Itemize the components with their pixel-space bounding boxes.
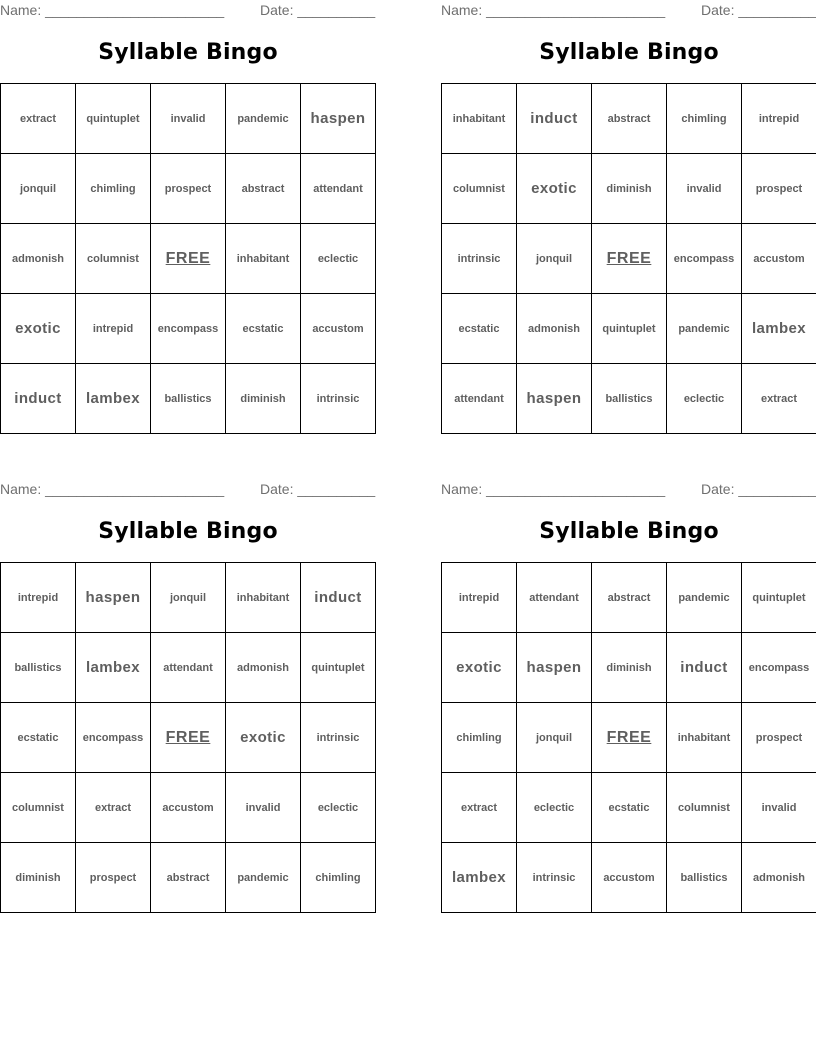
- bingo-cell: abstract: [592, 84, 667, 154]
- bingo-cell: extract: [742, 364, 816, 434]
- bingo-cell: accustom: [301, 294, 376, 364]
- bingo-cell: invalid: [226, 773, 301, 843]
- bingo-grid: [441, 83, 816, 434]
- card-title: Syllable Bingo: [539, 40, 719, 65]
- bingo-cell: pandemic: [667, 294, 742, 364]
- name-field: Name: _______________________: [441, 2, 666, 18]
- card-title: Syllable Bingo: [539, 519, 719, 544]
- bingo-cell: lambex: [442, 843, 517, 913]
- bingo-cell: abstract: [226, 154, 301, 224]
- bingo-cell: ecstatic: [442, 294, 517, 364]
- header-line: [441, 2, 816, 20]
- bingo-cell: intrepid: [76, 294, 151, 364]
- free-space: FREE: [592, 224, 667, 294]
- bingo-cell: encompass: [151, 294, 226, 364]
- bingo-card-1: [0, 0, 376, 432]
- bingo-card-4: [441, 479, 816, 911]
- grid-row: [442, 703, 816, 773]
- bingo-cell: eclectic: [667, 364, 742, 434]
- bingo-cell: diminish: [226, 364, 301, 434]
- bingo-cell: ecstatic: [592, 773, 667, 843]
- header-line: [0, 481, 376, 499]
- bingo-cell: haspen: [517, 364, 592, 434]
- bingo-cell: chimling: [301, 843, 376, 913]
- bingo-cell: prospect: [742, 703, 816, 773]
- bingo-cell: invalid: [742, 773, 816, 843]
- bingo-cell: inhabitant: [226, 563, 301, 633]
- bingo-cell: jonquil: [151, 563, 226, 633]
- bingo-grid: [0, 83, 376, 434]
- bingo-cell: intrepid: [742, 84, 816, 154]
- bingo-cell: induct: [667, 633, 742, 703]
- bingo-cell: prospect: [151, 154, 226, 224]
- bingo-cell: extract: [1, 84, 76, 154]
- date-field: Date: __________: [260, 2, 376, 18]
- bingo-cell: jonquil: [1, 154, 76, 224]
- bingo-cell: columnist: [76, 224, 151, 294]
- bingo-cell: haspen: [301, 84, 376, 154]
- bingo-cell: attendant: [301, 154, 376, 224]
- grid-row: [442, 364, 816, 434]
- grid-row: [1, 154, 376, 224]
- bingo-card-3: [0, 479, 376, 911]
- bingo-cell: quintuplet: [301, 633, 376, 703]
- bingo-cell: admonish: [1, 224, 76, 294]
- bingo-cell: lambex: [742, 294, 816, 364]
- bingo-cell: ballistics: [667, 843, 742, 913]
- bingo-cell: exotic: [1, 294, 76, 364]
- name-field: Name: _______________________: [0, 2, 225, 18]
- grid-row: [442, 843, 816, 913]
- name-field: Name: _______________________: [441, 481, 666, 497]
- grid-row: [1, 224, 376, 294]
- bingo-cell: ballistics: [1, 633, 76, 703]
- bingo-cell: extract: [76, 773, 151, 843]
- bingo-cell: columnist: [442, 154, 517, 224]
- grid-row: [442, 633, 816, 703]
- bingo-cell: exotic: [226, 703, 301, 773]
- bingo-cell: haspen: [517, 633, 592, 703]
- bingo-grid: [441, 562, 816, 913]
- grid-row: [1, 294, 376, 364]
- header-line: [441, 481, 816, 499]
- bingo-cell: intrinsic: [301, 364, 376, 434]
- bingo-cell: accustom: [742, 224, 816, 294]
- grid-row: [1, 773, 376, 843]
- bingo-cell: encompass: [667, 224, 742, 294]
- grid-row: [1, 843, 376, 913]
- bingo-cell: attendant: [517, 563, 592, 633]
- free-space: FREE: [151, 703, 226, 773]
- bingo-cell: diminish: [592, 154, 667, 224]
- bingo-cell: jonquil: [517, 703, 592, 773]
- grid-row: [442, 154, 816, 224]
- bingo-cell: invalid: [667, 154, 742, 224]
- bingo-cell: chimling: [667, 84, 742, 154]
- bingo-cell: eclectic: [301, 773, 376, 843]
- bingo-cell: induct: [1, 364, 76, 434]
- bingo-cell: induct: [301, 563, 376, 633]
- bingo-cell: abstract: [592, 563, 667, 633]
- grid-row: [442, 224, 816, 294]
- bingo-grid: [0, 562, 376, 913]
- date-field: Date: __________: [701, 481, 816, 497]
- grid-row: [442, 773, 816, 843]
- bingo-cell: diminish: [1, 843, 76, 913]
- bingo-cell: lambex: [76, 364, 151, 434]
- bingo-cell: eclectic: [517, 773, 592, 843]
- grid-row: [1, 563, 376, 633]
- date-field: Date: __________: [701, 2, 816, 18]
- bingo-cell: columnist: [1, 773, 76, 843]
- bingo-cell: ballistics: [592, 364, 667, 434]
- card-title: Syllable Bingo: [98, 519, 278, 544]
- bingo-cell: accustom: [151, 773, 226, 843]
- bingo-cell: admonish: [226, 633, 301, 703]
- bingo-cell: pandemic: [226, 843, 301, 913]
- bingo-cell: ecstatic: [226, 294, 301, 364]
- bingo-cell: exotic: [517, 154, 592, 224]
- bingo-cell: intrinsic: [517, 843, 592, 913]
- bingo-cell: inhabitant: [667, 703, 742, 773]
- bingo-cell: quintuplet: [76, 84, 151, 154]
- bingo-cell: attendant: [151, 633, 226, 703]
- bingo-cell: abstract: [151, 843, 226, 913]
- bingo-cell: intrepid: [1, 563, 76, 633]
- bingo-cell: invalid: [151, 84, 226, 154]
- bingo-cell: ballistics: [151, 364, 226, 434]
- grid-row: [1, 703, 376, 773]
- bingo-cell: columnist: [667, 773, 742, 843]
- bingo-cell: prospect: [76, 843, 151, 913]
- bingo-cell: inhabitant: [226, 224, 301, 294]
- bingo-cell: pandemic: [226, 84, 301, 154]
- bingo-cell: intrepid: [442, 563, 517, 633]
- bingo-cell: diminish: [592, 633, 667, 703]
- bingo-cell: admonish: [517, 294, 592, 364]
- grid-row: [1, 364, 376, 434]
- grid-row: [442, 563, 816, 633]
- bingo-cell: encompass: [742, 633, 816, 703]
- bingo-cell: admonish: [742, 843, 816, 913]
- date-field: Date: __________: [260, 481, 376, 497]
- grid-row: [1, 633, 376, 703]
- bingo-cell: quintuplet: [592, 294, 667, 364]
- bingo-cell: attendant: [442, 364, 517, 434]
- bingo-cell: encompass: [76, 703, 151, 773]
- bingo-cell: jonquil: [517, 224, 592, 294]
- bingo-cell: inhabitant: [442, 84, 517, 154]
- bingo-cell: prospect: [742, 154, 816, 224]
- grid-row: [1, 84, 376, 154]
- free-space: FREE: [151, 224, 226, 294]
- bingo-cell: accustom: [592, 843, 667, 913]
- bingo-cell: induct: [517, 84, 592, 154]
- bingo-cell: eclectic: [301, 224, 376, 294]
- bingo-card-2: [441, 0, 816, 432]
- bingo-cell: chimling: [442, 703, 517, 773]
- header-line: [0, 2, 376, 20]
- bingo-cell: extract: [442, 773, 517, 843]
- bingo-cell: lambex: [76, 633, 151, 703]
- bingo-cell: intrinsic: [301, 703, 376, 773]
- free-space: FREE: [592, 703, 667, 773]
- bingo-cell: quintuplet: [742, 563, 816, 633]
- bingo-cell: chimling: [76, 154, 151, 224]
- bingo-cell: ecstatic: [1, 703, 76, 773]
- bingo-cell: pandemic: [667, 563, 742, 633]
- bingo-cell: intrinsic: [442, 224, 517, 294]
- grid-row: [442, 84, 816, 154]
- grid-row: [442, 294, 816, 364]
- card-title: Syllable Bingo: [98, 40, 278, 65]
- bingo-cell: haspen: [76, 563, 151, 633]
- name-field: Name: _______________________: [0, 481, 225, 497]
- bingo-cell: exotic: [442, 633, 517, 703]
